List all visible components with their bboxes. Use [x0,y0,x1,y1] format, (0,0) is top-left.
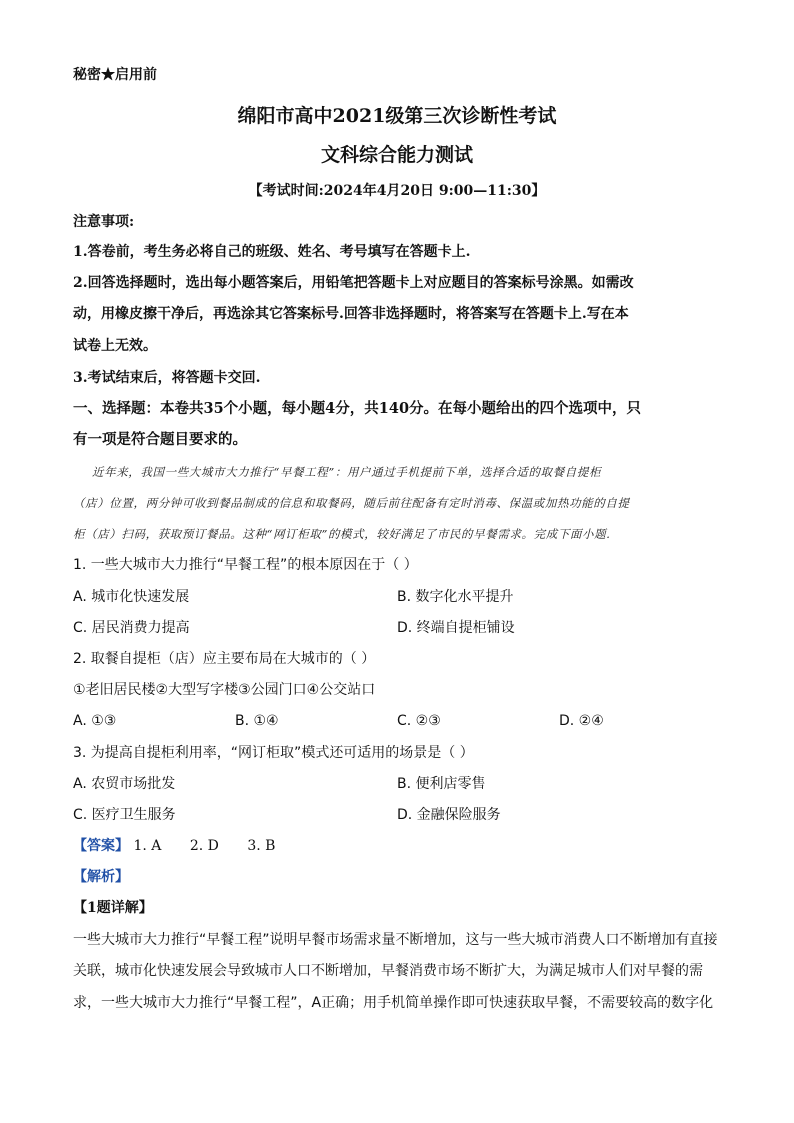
q3-option-a: A. 农贸市场批发 [73,776,176,792]
answer-row [73,836,299,856]
q2-option-d: D. ②④ [559,713,604,729]
answer-2: 2. D [189,838,219,854]
q2-option-a: A. ①③ [73,713,117,729]
exam-subtitle: 文科综合能力测试 [320,144,473,166]
passage-line-3: 柜（店）扫码，获取预订餐品。这种“网订柜取”的模式，较好满足了市民的早餐需求。完成下面小题. [73,527,611,541]
passage-line-2: （店）位置，两分钟可收到餐品制成的信息和取餐码，随后前往配备有定时消毒、保温或加热功能的自提 [73,496,630,510]
analysis-label: 【解析】 [73,869,129,885]
q1-option-d: D. 终端自提柜铺设 [397,620,515,636]
note-3: 3.考试结束后，将答题卡交回. [73,370,261,386]
q2-option-c: C. ②③ [397,713,441,729]
question-2-stem: 2. 取餐自提柜（店）应主要布局在大城市的（ ） [73,651,376,667]
confidential-notice: 秘密★启用前 [73,67,157,83]
note-2-line-2: 动，用橡皮擦干净后，再选涂其它答案标号.回答非选择题时，将答案写在答题卡上.写在本 [73,306,629,322]
q1-option-b: B. 数字化水平提升 [397,589,514,605]
analysis-line-1: 一些大城市大力推行“早餐工程”说明早餐市场需求量不断增加，这与一些大城市消费人口不断增加有直接 [73,932,718,948]
question-3-stem: 3. 为提高自提柜利用率，“网订柜取”模式还可适用的场景是（ ） [73,745,474,761]
analysis-line-3: 求，一些大城市大力推行“早餐工程”，A正确；用手机简单操作即可快速获取早餐，不需要较高的数字化 [73,995,714,1011]
answer-3: 3. B [247,838,276,854]
question-2-items: ①老旧居民楼②大型写字楼③公园门口④公交站口 [73,682,376,698]
q3-option-d: D. 金融保险服务 [397,807,501,823]
analysis-detail-label: 【1题详解】 [73,900,153,916]
note-1: 1.答卷前，考生务必将自己的班级、姓名、考号填写在答题卡上. [73,244,471,260]
q3-option-b: B. 便利店零售 [397,776,486,792]
section-heading-line-2: 有一项是符合题目要求的。 [73,431,247,448]
section-heading-line-1: 一、选择题：本卷共35个小题，每小题4分，共140分。在每小题给出的四个选项中，只 [73,400,642,417]
q3-option-c: C. 医疗卫生服务 [73,807,176,823]
notes-heading: 注意事项: [73,214,135,230]
note-2-line-3: 试卷上无效。 [73,338,157,354]
q1-option-a: A. 城市化快速发展 [73,589,190,605]
exam-time: 【考试时间:2024年4月20日 9:00—11:30】 [248,183,546,199]
answer-1: 1. A [133,838,162,854]
analysis-line-2: 关联，城市化快速发展会导致城市人口不断增加，早餐消费市场不断扩大，为满足城市人们对早餐的需 [73,963,703,979]
question-1-stem: 1. 一些大城市大力推行“早餐工程”的根本原因在于（ ） [73,557,418,573]
note-2-line-1: 2.回答选择题时，选出每小题答案后，用铅笔把答题卡上对应题目的答案标号涂黑。如需改 [73,275,634,291]
q1-option-c: C. 居民消费力提高 [73,620,190,636]
q2-option-b: B. ①④ [235,713,279,729]
exam-title: 绵阳市高中2021级第三次诊断性考试 [237,105,557,127]
passage-line-1: 近年来，我国一些大城市大力推行“早餐工程”：用户通过手机提前下单，选择合适的取餐自提柜 [92,465,602,479]
answer-label: 【答案】 [73,838,129,854]
